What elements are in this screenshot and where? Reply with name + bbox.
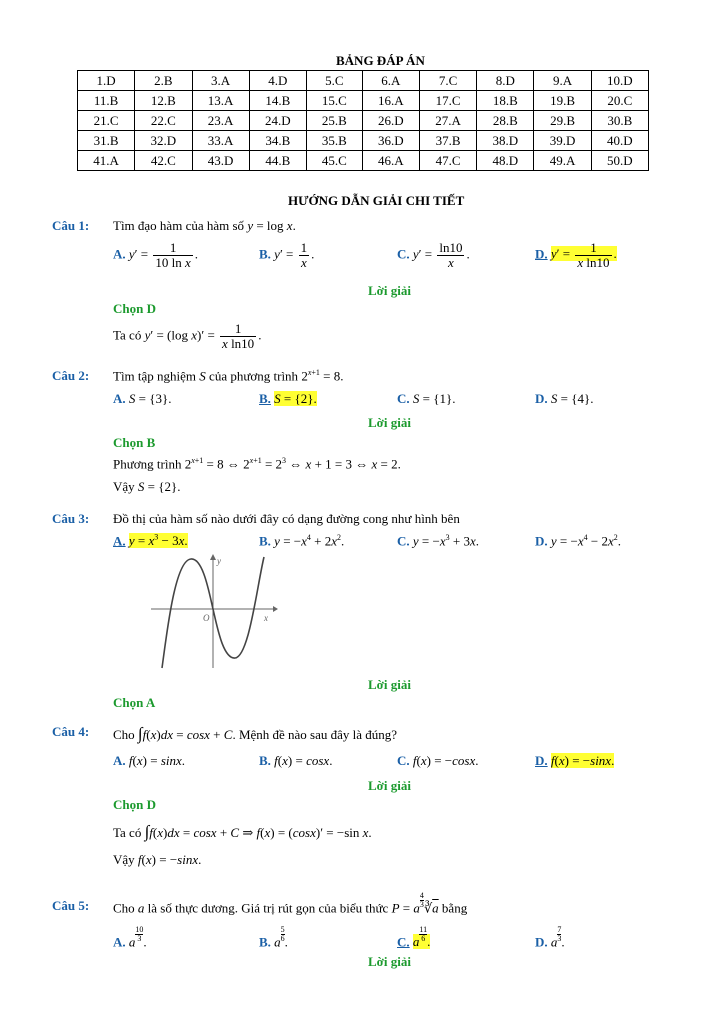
q3-loi-giai: Lời giải [368,677,411,692]
answer-cell: 49.A [534,151,591,171]
answer-cell: 10.D [591,71,648,91]
q3-b-key: B. [259,533,271,549]
q3-c-key: C. [397,533,410,549]
answer-cell: 5.C [307,71,363,91]
answer-cell: 7.C [419,71,476,91]
answer-cell: 41.A [78,151,135,171]
q1-label: Câu 1: [52,218,90,233]
graph-y-arrow [210,554,216,560]
q5-option-c[interactable]: C. a $\frac{11}{6}$ . [397,925,431,950]
answer-cell: 34.B [249,131,306,151]
answer-cell: 29.B [534,111,591,131]
q4-explain1-text: Ta có [113,825,142,840]
q4-text: Cho ∫f(x)dx = cosx + C. Mệnh đề nào sau đây là đúng? [113,724,398,743]
q3-label: Câu 3: [52,511,90,526]
answer-table [77,70,649,171]
graph-x-arrow [273,606,278,612]
answer-cell: 6.A [362,71,419,91]
q4-text-a: Cho [113,727,135,742]
q5-option-b[interactable]: B. a $\frac{5}{6}$ . [259,925,288,950]
answer-cell: 43.D [192,151,249,171]
answer-cell: 32.D [135,131,192,151]
q4-option-d[interactable]: D. f(x) = −sinx. [535,753,615,768]
q2-text-b: của phương trình [209,368,299,384]
answer-cell: 18.B [477,91,534,111]
q1-option-c[interactable]: C. y′ = $\frac{\ln 10}{x}$ . [397,240,470,270]
answer-cell: 17.C [419,91,476,111]
q2-b-key: B. [259,391,271,406]
q5-a-key: A. [113,934,126,950]
q1-text-main: Tìm đạo hàm của hàm số [113,218,245,233]
answer-cell: 45.C [307,151,363,171]
q1-explain: Ta có y′ = (log x)′ = $\frac{1}{\text{x ln10}}$ . [113,321,262,351]
q5-text: Cho a là số thực dương. Giá trị rút gọn của biểu thức P = a $\frac{4}{3}$ $∛\overline{a}$ bằng [113,891,468,916]
q1-option-b[interactable]: B. y′ = $\frac{1}{x}$ . [259,240,315,270]
q5-option-a[interactable]: A. a $\frac{10}{3}$ . [113,925,147,950]
q1-text: Tìm đạo hàm của hàm số y = log x. [113,218,296,233]
q1-c-key: C. [397,246,410,262]
q1-d-key: D. [535,246,548,262]
q2-option-d[interactable]: D. S = {4}. [535,391,594,406]
answer-cell: 2.B [135,71,192,91]
q2-text: Tìm tập nghiệm S của phương trình $2^{x+1} = 8$. [113,368,344,384]
q4-explain-1: Ta có ∫f(x)dx = cosx + C ⇒ f(x) = (cosx)′ = −sin x. [113,822,372,841]
q1-loi-giai: Lời giải [368,283,411,298]
q4-option-c[interactable]: C. f(x) = −cosx. [397,753,479,768]
q2-explain2-text: Vậy [113,479,135,494]
q4-text-b: Mệnh đề nào sau đây là đúng? [238,727,398,742]
q4-d-key: D. [535,753,548,768]
q2-chosen: Chọn B [113,435,156,450]
q5-option-d[interactable]: D. a $\frac{7}{3}$ . [535,925,565,950]
answer-cell: 31.B [78,131,135,151]
answer-cell: 14.B [249,91,306,111]
answer-cell: 44.B [249,151,306,171]
q2-explain-2: Vậy S = {2}. [113,479,181,494]
answer-cell: 16.A [362,91,419,111]
answer-cell: 35.B [307,131,363,151]
q1-chosen: Chọn D [113,301,156,316]
answer-cell: 28.B [477,111,534,131]
q4-chosen: Chọn D [113,797,156,812]
answer-cell: 33.A [192,131,249,151]
q2-label: Câu 2: [52,368,90,383]
answer-cell: 36.D [362,131,419,151]
answer-cell: 40.D [591,131,648,151]
q1-option-d[interactable]: D. y′ = $\frac{1}{\text{x ln10}}$ . [535,240,617,270]
q4-explain-2: Vậy f(x) = −sinx. [113,852,202,867]
graph-y-label: y [217,556,221,566]
q5-text-b: là số thực dương. Giá trị rút gọn của biểu thức [147,900,389,916]
q3-graph [145,552,280,674]
q2-option-a[interactable]: A. S = {3}. [113,391,172,406]
answer-cell: 12.B [135,91,192,111]
q2-d-key: D. [535,391,548,406]
answer-cell: 42.C [135,151,192,171]
answer-cell: 1.D [78,71,135,91]
answer-cell: 21.C [78,111,135,131]
answer-cell: 37.B [419,131,476,151]
q5-text-a: Cho [113,900,135,916]
q2-a-key: A. [113,391,126,406]
answer-row [78,131,649,151]
answer-table-title: BẢNG ĐÁP ÁN [336,53,425,68]
graph-x-label: x [264,613,268,623]
q5-label: Câu 5: [52,898,90,913]
answer-cell: 4.D [249,71,306,91]
answer-cell: 27.A [419,111,476,131]
answer-cell: 20.C [591,91,648,111]
q3-option-c[interactable]: C. $y = -x^3 + 3x$. [397,533,479,549]
q5-loi-giai: Lời giải [368,954,411,969]
q2-option-b[interactable]: B. S = {2}. [259,391,317,406]
q4-a-key: A. [113,753,126,768]
answer-cell: 23.A [192,111,249,131]
answer-cell: 9.A [534,71,591,91]
q1-explain-prefix: Ta có [113,327,142,343]
q5-c-key: C. [397,934,410,950]
q2-explain-1: Phương trình $2^{x+1} = 8$ ⇔ $2^{x+1} = 2^3$ ⇔ x + 1 = 3 ⇔ x = 2. [113,456,401,472]
q2-option-c[interactable]: C. S = {1}. [397,391,456,406]
q3-text: Đồ thị của hàm số nào dưới đây có dạng đường cong như hình bên [113,511,460,526]
answer-cell: 48.D [477,151,534,171]
answer-row [78,151,649,171]
q4-loi-giai: Lời giải [368,778,411,793]
answer-cell: 3.A [192,71,249,91]
answer-cell: 22.C [135,111,192,131]
q2-c-key: C. [397,391,410,406]
answer-cell: 19.B [534,91,591,111]
q4-label: Câu 4: [52,724,90,739]
answer-cell: 8.D [477,71,534,91]
q1-a-key: A. [113,246,126,262]
answer-cell: 25.B [307,111,363,131]
graph-origin-label: O [203,613,210,623]
q5-d-key: D. [535,934,548,950]
answer-cell: 38.D [477,131,534,151]
answer-row [78,91,649,111]
q2-text-a: Tìm tập nghiệm [113,368,197,384]
answer-cell: 24.D [249,111,306,131]
answer-cell: 50.D [591,151,648,171]
q4-option-a[interactable]: A. f(x) = sinx. [113,753,186,768]
q3-option-d[interactable]: D. $y = -x^4 - 2x^2$. [535,533,621,549]
answer-row [78,71,649,91]
q4-option-b[interactable]: B. f(x) = cosx. [259,753,333,768]
section-title: HƯỚNG DẪN GIẢI CHI TIẾT [288,193,465,208]
answer-cell: 26.D [362,111,419,131]
q3-option-a[interactable]: A. $y = x^3 - 3x$. [113,533,188,549]
answer-cell: 15.C [307,91,363,111]
answer-cell: 47.C [419,151,476,171]
q4-c-key: C. [397,753,410,768]
q4-b-key: B. [259,753,271,768]
q3-d-key: D. [535,533,548,549]
q5-b-key: B. [259,934,271,950]
q4-explain2-text: Vậy [113,852,135,867]
answer-cell: 46.A [362,151,419,171]
q2-loi-giai: Lời giải [368,415,411,430]
answer-row [78,111,649,131]
answer-cell: 39.D [534,131,591,151]
q3-option-b[interactable]: B. $y = -x^4 + 2x^2$. [259,533,345,549]
q2-explain1-text: Phương trình [113,456,182,472]
answer-cell: 13.A [192,91,249,111]
answer-cell: 11.B [78,91,135,111]
q5-text-c: bằng [441,900,468,916]
q3-chosen: Chọn A [113,695,156,710]
q1-b-key: B. [259,246,271,262]
answer-cell: 30.B [591,111,648,131]
q3-a-key: A. [113,533,126,549]
q1-option-a[interactable]: A. y′ = $\frac{1}{\text{10 ln x}}$ . [113,240,199,270]
